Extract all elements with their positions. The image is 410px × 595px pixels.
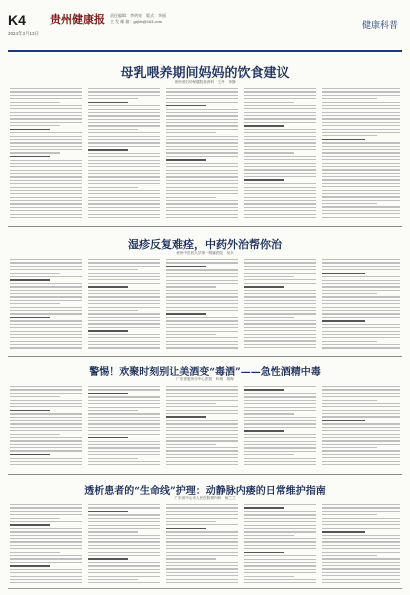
article-byline-dialysis: 广东省中山市人民医院肾内科 杨兰兰 [174,496,236,500]
masthead-logo: 贵州健康报 [50,13,105,26]
article-3-column-4 [244,386,316,468]
article-1-column-3 [166,88,238,220]
article-2-column-4 [244,259,316,351]
section-name: 健康科普 [361,20,398,30]
article-3-column-2 [88,386,160,468]
section-divider-1 [8,226,402,227]
article-4-column-4 [244,504,316,586]
article-3-column-3 [166,386,238,468]
article-4-column-2 [88,504,160,586]
article-byline-breastfeeding: 贵州省妇幼保健院营养科 王丹 李静 [174,80,236,84]
section-divider-3 [8,474,402,475]
article-2-column-1 [10,259,82,351]
article-2-column-2 [88,259,160,351]
article-3-column-1 [10,386,82,468]
article-title-breastfeeding: 母乳喂养期间妈妈的饮食建议 [120,66,290,81]
article-1-column-1 [10,88,82,220]
article-2-column-3 [166,259,238,351]
article-title-eczema: 湿疹反复难痊，中药外治帮你治 [128,238,282,251]
article-3-column-5 [322,386,400,468]
article-title-dialysis: 透析患者的“生命线”护理：动静脉内瘘的日常维护指南 [84,486,326,497]
article-title-alcohol: 警惕！欢聚时刻别让美酒变“毒酒”——急性酒精中毒 [89,367,321,378]
article-1-column-4 [244,88,316,220]
article-byline-eczema: 贵州中医药大学第一附属医院 吴永 [176,251,234,255]
article-1-column-5 [322,88,400,220]
issue-date: 2024年3月13日 [8,31,40,36]
page-bottom-rule [8,588,402,589]
editor-line: 责任编辑：李明亮 版式：李丽 [110,13,166,18]
article-2-column-5 [322,259,400,351]
article-4-column-3 [166,504,238,586]
article-byline-alcohol: 广东省惠州市中心医院 叶城 胡海 [176,377,234,381]
page-header [8,6,402,50]
editor-info [110,13,166,25]
page-number: K4 [8,12,26,28]
article-4-column-5 [322,504,400,586]
section-divider-2 [8,356,402,357]
header-rule [8,50,402,52]
editor-email: 主 发 邮 箱：gzjkb@163.com [110,19,163,24]
article-1-column-2 [88,88,160,220]
article-4-column-1 [10,504,82,586]
